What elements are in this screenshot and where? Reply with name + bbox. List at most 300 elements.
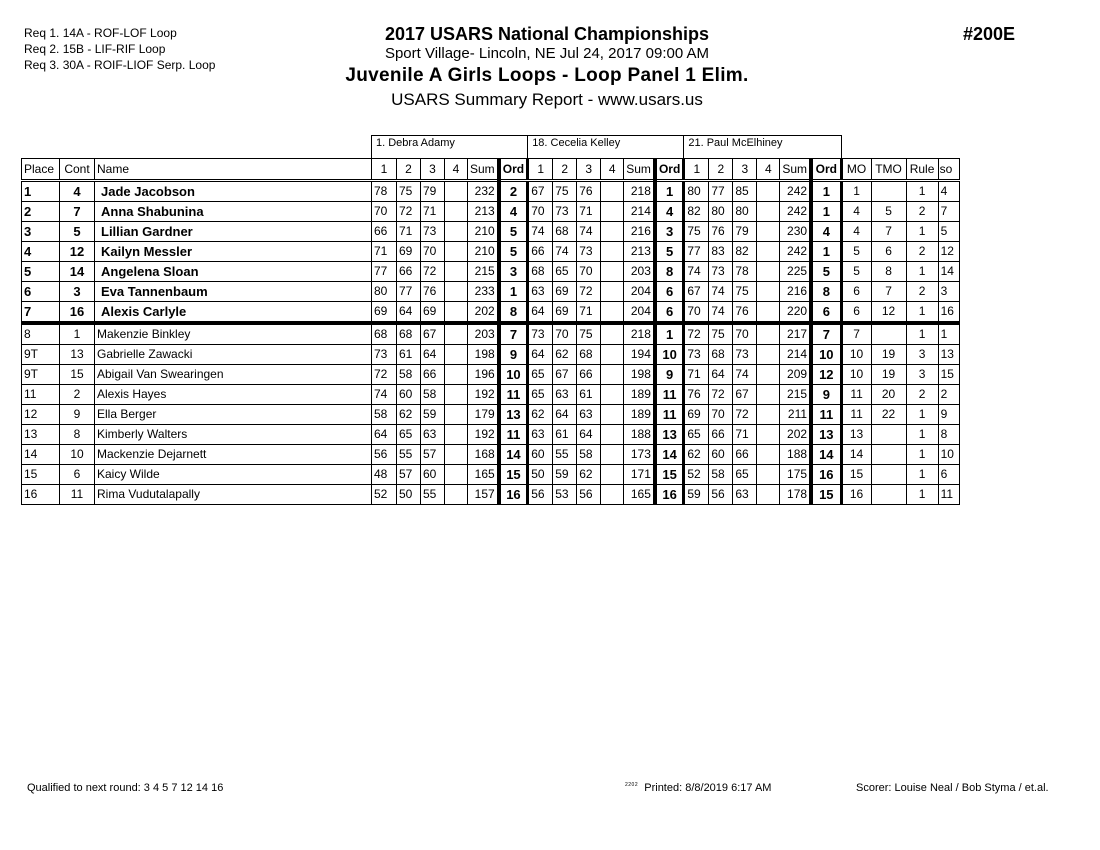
col-header-judge2-ord: Ord [655, 159, 684, 181]
judge1-score-4-cell [445, 202, 468, 222]
judge1-score-4-cell [445, 445, 468, 465]
judge2-score-4-cell [601, 242, 624, 262]
tmo-cell: 7 [871, 222, 906, 242]
col-header-mo: MO [841, 159, 871, 181]
judge3-score-3-cell: 85 [733, 181, 757, 202]
judge1-ordinal-cell: 16 [499, 485, 528, 505]
judge1-score-2-cell: 75 [397, 181, 421, 202]
judge3-score-1-cell: 69 [684, 405, 709, 425]
place-cell: 9T [22, 345, 60, 365]
judge2-ordinal-cell: 1 [655, 323, 684, 345]
judge1-score-4-cell [445, 323, 468, 345]
col-header-judge2-2: 2 [553, 159, 577, 181]
judge1-sum-cell: 157 [468, 485, 499, 505]
so-cell: 16 [938, 302, 959, 324]
col-header-judge1-2: 2 [397, 159, 421, 181]
judge1-score-2-cell: 72 [397, 202, 421, 222]
table-row [22, 425, 960, 445]
judge2-score-4-cell [601, 405, 624, 425]
mo-cell: 10 [841, 345, 871, 365]
judge1-score-3-cell: 76 [421, 282, 445, 302]
judge2-score-2-cell: 62 [553, 345, 577, 365]
judge2-sum-cell: 218 [624, 181, 655, 202]
judge2-score-1-cell: 70 [528, 202, 553, 222]
place-cell: 3 [22, 222, 60, 242]
judge2-score-4-cell [601, 365, 624, 385]
place-cell: 16 [22, 485, 60, 505]
venue-date: Sport Village- Lincoln, NE Jul 24, 2017 09:00 AM [384, 45, 710, 62]
judge3-score-1-cell: 72 [684, 323, 709, 345]
judge2-score-2-cell: 67 [553, 365, 577, 385]
contestant-number-cell: 11 [60, 485, 95, 505]
judge2-score-1-cell: 62 [528, 405, 553, 425]
judge2-score-2-cell: 73 [553, 202, 577, 222]
judge1-score-1-cell: 48 [372, 465, 397, 485]
judge2-score-3-cell: 73 [577, 242, 601, 262]
judge2-score-1-cell: 73 [528, 323, 553, 345]
table-row [22, 365, 960, 385]
so-cell: 8 [938, 425, 959, 445]
judge2-score-2-cell: 63 [553, 385, 577, 405]
mo-cell: 4 [841, 222, 871, 242]
judge3-sum-cell: 209 [780, 365, 811, 385]
judge1-score-2-cell: 58 [397, 365, 421, 385]
judge2-score-4-cell [601, 425, 624, 445]
judge1-score-1-cell: 52 [372, 485, 397, 505]
judge3-score-4-cell [757, 405, 780, 425]
rule-cell: 1 [906, 302, 938, 324]
judge1-score-4-cell [445, 181, 468, 202]
judge1-score-3-cell: 69 [421, 302, 445, 324]
judge3-score-1-cell: 74 [684, 262, 709, 282]
judge3-ordinal-cell: 6 [811, 302, 841, 324]
table-row [22, 445, 960, 465]
judge3-sum-cell: 242 [780, 202, 811, 222]
judge2-score-1-cell: 60 [528, 445, 553, 465]
judge3-score-4-cell [757, 262, 780, 282]
col-header-judge1-ord: Ord [499, 159, 528, 181]
place-cell: 9T [22, 365, 60, 385]
judge2-score-1-cell: 63 [528, 282, 553, 302]
judge3-score-3-cell: 72 [733, 405, 757, 425]
judge1-sum-cell: 215 [468, 262, 499, 282]
skater-name-cell: Kaicy Wilde [95, 465, 372, 485]
judge2-sum-cell: 194 [624, 345, 655, 365]
judge2-score-4-cell [601, 262, 624, 282]
judge-3-name: 21. Paul McElhiney [684, 136, 841, 159]
table-row [22, 385, 960, 405]
judge2-score-2-cell: 61 [553, 425, 577, 445]
so-cell: 5 [938, 222, 959, 242]
judge1-ordinal-cell: 1 [499, 282, 528, 302]
judge1-score-1-cell: 64 [372, 425, 397, 445]
judge1-ordinal-cell: 7 [499, 323, 528, 345]
judge2-score-2-cell: 59 [553, 465, 577, 485]
judge3-score-4-cell [757, 485, 780, 505]
judge3-score-4-cell [757, 202, 780, 222]
mo-cell: 13 [841, 425, 871, 445]
col-header-judge3-4: 4 [757, 159, 780, 181]
rule-cell: 1 [906, 262, 938, 282]
judge2-score-2-cell: 69 [553, 282, 577, 302]
judge1-score-1-cell: 77 [372, 262, 397, 282]
judge2-score-1-cell: 50 [528, 465, 553, 485]
judge3-score-1-cell: 75 [684, 222, 709, 242]
rule-cell: 2 [906, 202, 938, 222]
judge2-score-2-cell: 70 [553, 323, 577, 345]
requirement-2: Req 2. 15B - LIF-RIF Loop [24, 42, 166, 56]
judge3-ordinal-cell: 14 [811, 445, 841, 465]
judge1-score-2-cell: 61 [397, 345, 421, 365]
judge2-score-2-cell: 69 [553, 302, 577, 324]
contestant-number-cell: 7 [60, 202, 95, 222]
judge2-sum-cell: 198 [624, 365, 655, 385]
judge2-score-3-cell: 70 [577, 262, 601, 282]
judge3-score-4-cell [757, 345, 780, 365]
judge2-sum-cell: 171 [624, 465, 655, 485]
judge3-sum-cell: 215 [780, 385, 811, 405]
judge3-ordinal-cell: 1 [811, 181, 841, 202]
judge2-ordinal-cell: 8 [655, 262, 684, 282]
judge2-sum-cell: 189 [624, 385, 655, 405]
contestant-number-cell: 9 [60, 405, 95, 425]
tmo-cell: 19 [871, 365, 906, 385]
judge2-ordinal-cell: 11 [655, 385, 684, 405]
table-row [22, 465, 960, 485]
judge3-score-1-cell: 52 [684, 465, 709, 485]
judge2-sum-cell: 203 [624, 262, 655, 282]
judge3-sum-cell: 242 [780, 181, 811, 202]
mo-cell: 11 [841, 385, 871, 405]
judge1-score-1-cell: 70 [372, 202, 397, 222]
rule-cell: 1 [906, 465, 938, 485]
judge3-ordinal-cell: 7 [811, 323, 841, 345]
requirement-1: Req 1. 14A - ROF-LOF Loop [24, 26, 177, 40]
judge1-ordinal-cell: 15 [499, 465, 528, 485]
judge1-score-4-cell [445, 302, 468, 324]
judge1-score-4-cell [445, 425, 468, 445]
judge2-score-4-cell [601, 323, 624, 345]
judge1-score-4-cell [445, 222, 468, 242]
judge3-score-1-cell: 70 [684, 302, 709, 324]
judge1-score-3-cell: 67 [421, 323, 445, 345]
judge2-ordinal-cell: 9 [655, 365, 684, 385]
judge1-sum-cell: 198 [468, 345, 499, 365]
judge3-score-3-cell: 65 [733, 465, 757, 485]
judge1-sum-cell: 202 [468, 302, 499, 324]
judge3-score-2-cell: 74 [709, 302, 733, 324]
mo-cell: 10 [841, 365, 871, 385]
mo-cell: 6 [841, 282, 871, 302]
judge3-ordinal-cell: 13 [811, 425, 841, 445]
so-cell: 1 [938, 323, 959, 345]
judge3-score-4-cell [757, 465, 780, 485]
table-row [22, 282, 960, 302]
skater-name-cell: Gabrielle Zawacki [95, 345, 372, 365]
qualified-list: Qualified to next round: 3 4 5 7 12 14 16 [27, 782, 224, 794]
judge1-score-2-cell: 77 [397, 282, 421, 302]
col-header-judge1-4: 4 [445, 159, 468, 181]
judge3-sum-cell: 230 [780, 222, 811, 242]
judge2-score-4-cell [601, 181, 624, 202]
judge1-score-4-cell [445, 345, 468, 365]
place-cell: 4 [22, 242, 60, 262]
table-row [22, 485, 960, 505]
judge3-score-1-cell: 67 [684, 282, 709, 302]
judge-header-row [22, 136, 960, 159]
judge3-score-2-cell: 58 [709, 465, 733, 485]
skater-name-cell: Ella Berger [95, 405, 372, 425]
contestant-number-cell: 6 [60, 465, 95, 485]
table-row [22, 262, 960, 282]
judge1-score-2-cell: 68 [397, 323, 421, 345]
tmo-cell [871, 445, 906, 465]
judge1-score-2-cell: 66 [397, 262, 421, 282]
judge3-score-3-cell: 63 [733, 485, 757, 505]
col-header-judge3-ord: Ord [811, 159, 841, 181]
judge2-score-4-cell [601, 485, 624, 505]
judge2-ordinal-cell: 15 [655, 465, 684, 485]
rule-cell: 1 [906, 485, 938, 505]
rule-cell: 1 [906, 222, 938, 242]
judge2-score-3-cell: 68 [577, 345, 601, 365]
judge3-score-4-cell [757, 425, 780, 445]
tmo-cell: 8 [871, 262, 906, 282]
judge2-score-3-cell: 58 [577, 445, 601, 465]
judge2-score-1-cell: 65 [528, 385, 553, 405]
judge2-sum-cell: 189 [624, 405, 655, 425]
col-header-judge2-3: 3 [577, 159, 601, 181]
so-cell: 12 [938, 242, 959, 262]
judge3-score-1-cell: 73 [684, 345, 709, 365]
judge1-sum-cell: 210 [468, 222, 499, 242]
contestant-number-cell: 13 [60, 345, 95, 365]
judge2-score-2-cell: 74 [553, 242, 577, 262]
so-cell: 2 [938, 385, 959, 405]
contestant-number-cell: 3 [60, 282, 95, 302]
judge1-score-1-cell: 58 [372, 405, 397, 425]
judge-1-name: 1. Debra Adamy [372, 136, 528, 159]
col-header-judge2-4: 4 [601, 159, 624, 181]
judge2-score-3-cell: 71 [577, 202, 601, 222]
tmo-cell: 7 [871, 282, 906, 302]
judge3-sum-cell: 216 [780, 282, 811, 302]
judge2-score-3-cell: 61 [577, 385, 601, 405]
judge1-ordinal-cell: 10 [499, 365, 528, 385]
judge1-score-2-cell: 57 [397, 465, 421, 485]
tmo-cell: 19 [871, 345, 906, 365]
judge1-sum-cell: 213 [468, 202, 499, 222]
judge3-score-2-cell: 56 [709, 485, 733, 505]
skater-name-cell: Makenzie Binkley [95, 323, 372, 345]
so-cell: 7 [938, 202, 959, 222]
judge2-sum-cell: 216 [624, 222, 655, 242]
rule-cell: 1 [906, 425, 938, 445]
judge2-score-2-cell: 55 [553, 445, 577, 465]
judge3-score-2-cell: 77 [709, 181, 733, 202]
so-cell: 6 [938, 465, 959, 485]
col-header-place: Place [22, 159, 60, 181]
judge2-score-3-cell: 71 [577, 302, 601, 324]
so-cell: 9 [938, 405, 959, 425]
col-header-judge3-2: 2 [709, 159, 733, 181]
judge3-sum-cell: 175 [780, 465, 811, 485]
skater-name-cell: Alexis Hayes [95, 385, 372, 405]
judge2-score-4-cell [601, 445, 624, 465]
mo-cell: 16 [841, 485, 871, 505]
judge1-score-4-cell [445, 282, 468, 302]
so-cell: 4 [938, 181, 959, 202]
judge1-score-3-cell: 64 [421, 345, 445, 365]
place-cell: 13 [22, 425, 60, 445]
skater-name-cell: Angelena Sloan [95, 262, 372, 282]
judge1-score-1-cell: 78 [372, 181, 397, 202]
judge1-score-2-cell: 50 [397, 485, 421, 505]
judge2-score-1-cell: 56 [528, 485, 553, 505]
judge2-ordinal-cell: 3 [655, 222, 684, 242]
col-header-judge2-1: 1 [528, 159, 553, 181]
judge2-sum-cell: 204 [624, 282, 655, 302]
judge1-sum-cell: 168 [468, 445, 499, 465]
tmo-cell [871, 465, 906, 485]
judge2-ordinal-cell: 4 [655, 202, 684, 222]
judge2-sum-cell: 188 [624, 425, 655, 445]
judge2-ordinal-cell: 10 [655, 345, 684, 365]
judge1-score-1-cell: 71 [372, 242, 397, 262]
judge2-sum-cell: 204 [624, 302, 655, 324]
judge3-sum-cell: 188 [780, 445, 811, 465]
judge3-score-3-cell: 80 [733, 202, 757, 222]
judge1-score-4-cell [445, 485, 468, 505]
contestant-number-cell: 2 [60, 385, 95, 405]
judge3-score-2-cell: 75 [709, 323, 733, 345]
mo-cell: 7 [841, 323, 871, 345]
judge1-ordinal-cell: 13 [499, 405, 528, 425]
skater-name-cell: Mackenzie Dejarnett [95, 445, 372, 465]
rule-cell: 1 [906, 181, 938, 202]
judge1-score-3-cell: 72 [421, 262, 445, 282]
judge1-score-4-cell [445, 242, 468, 262]
judge3-score-2-cell: 80 [709, 202, 733, 222]
judge2-score-2-cell: 53 [553, 485, 577, 505]
judge2-ordinal-cell: 6 [655, 282, 684, 302]
table-row [22, 323, 960, 345]
judge1-score-4-cell [445, 385, 468, 405]
judge2-sum-cell: 218 [624, 323, 655, 345]
judge2-score-2-cell: 75 [553, 181, 577, 202]
judge1-ordinal-cell: 4 [499, 202, 528, 222]
so-cell: 11 [938, 485, 959, 505]
tmo-cell [871, 323, 906, 345]
judge1-score-3-cell: 71 [421, 202, 445, 222]
skater-name-cell: Eva Tannenbaum [95, 282, 372, 302]
rule-cell: 2 [906, 282, 938, 302]
judge2-ordinal-cell: 16 [655, 485, 684, 505]
judge1-ordinal-cell: 11 [499, 385, 528, 405]
judge3-ordinal-cell: 10 [811, 345, 841, 365]
judge1-sum-cell: 233 [468, 282, 499, 302]
judge2-sum-cell: 165 [624, 485, 655, 505]
col-header-cont: Cont [60, 159, 95, 181]
judge1-score-3-cell: 57 [421, 445, 445, 465]
rule-cell: 2 [906, 385, 938, 405]
judge3-sum-cell: 225 [780, 262, 811, 282]
tmo-cell [871, 485, 906, 505]
rule-cell: 1 [906, 405, 938, 425]
skater-name-cell: Jade Jacobson [95, 181, 372, 202]
judge2-score-3-cell: 66 [577, 365, 601, 385]
judge1-score-1-cell: 56 [372, 445, 397, 465]
col-header-so: so [938, 159, 959, 181]
judge1-ordinal-cell: 14 [499, 445, 528, 465]
judge1-score-3-cell: 73 [421, 222, 445, 242]
mo-cell: 11 [841, 405, 871, 425]
contestant-number-cell: 14 [60, 262, 95, 282]
judge3-sum-cell: 178 [780, 485, 811, 505]
judge2-sum-cell: 213 [624, 242, 655, 262]
table-row [22, 181, 960, 202]
judge3-score-1-cell: 65 [684, 425, 709, 445]
judge3-ordinal-cell: 16 [811, 465, 841, 485]
skater-name-cell: Alexis Carlyle [95, 302, 372, 324]
judge2-score-3-cell: 56 [577, 485, 601, 505]
judge3-score-2-cell: 64 [709, 365, 733, 385]
judge3-sum-cell: 217 [780, 323, 811, 345]
mo-cell: 15 [841, 465, 871, 485]
judge3-ordinal-cell: 4 [811, 222, 841, 242]
judge1-score-1-cell: 74 [372, 385, 397, 405]
judge1-sum-cell: 196 [468, 365, 499, 385]
table-row [22, 345, 960, 365]
col-header-judge3-1: 1 [684, 159, 709, 181]
judge1-ordinal-cell: 5 [499, 222, 528, 242]
judge3-score-4-cell [757, 222, 780, 242]
place-cell: 7 [22, 302, 60, 324]
contestant-number-cell: 10 [60, 445, 95, 465]
judge3-sum-cell: 242 [780, 242, 811, 262]
judge3-score-4-cell [757, 445, 780, 465]
rule-cell: 1 [906, 323, 938, 345]
judge1-score-1-cell: 68 [372, 323, 397, 345]
tmo-cell [871, 181, 906, 202]
judge2-score-3-cell: 75 [577, 323, 601, 345]
judge1-score-2-cell: 60 [397, 385, 421, 405]
judge2-score-4-cell [601, 282, 624, 302]
so-cell: 15 [938, 365, 959, 385]
place-cell: 14 [22, 445, 60, 465]
judge2-score-4-cell [601, 385, 624, 405]
judge1-score-1-cell: 73 [372, 345, 397, 365]
judge1-score-2-cell: 62 [397, 405, 421, 425]
judge3-score-3-cell: 71 [733, 425, 757, 445]
judge3-sum-cell: 202 [780, 425, 811, 445]
contestant-number-cell: 12 [60, 242, 95, 262]
judge1-ordinal-cell: 5 [499, 242, 528, 262]
column-header-row [22, 159, 960, 181]
judge2-score-1-cell: 64 [528, 345, 553, 365]
judge2-ordinal-cell: 6 [655, 302, 684, 324]
contestant-number-cell: 8 [60, 425, 95, 445]
mo-cell: 5 [841, 262, 871, 282]
judge1-score-3-cell: 59 [421, 405, 445, 425]
judge2-score-3-cell: 74 [577, 222, 601, 242]
judge3-ordinal-cell: 1 [811, 242, 841, 262]
judge3-score-2-cell: 66 [709, 425, 733, 445]
contestant-number-cell: 4 [60, 181, 95, 202]
event-number: #200E [963, 24, 1016, 44]
place-cell: 15 [22, 465, 60, 485]
judge1-sum-cell: 192 [468, 425, 499, 445]
